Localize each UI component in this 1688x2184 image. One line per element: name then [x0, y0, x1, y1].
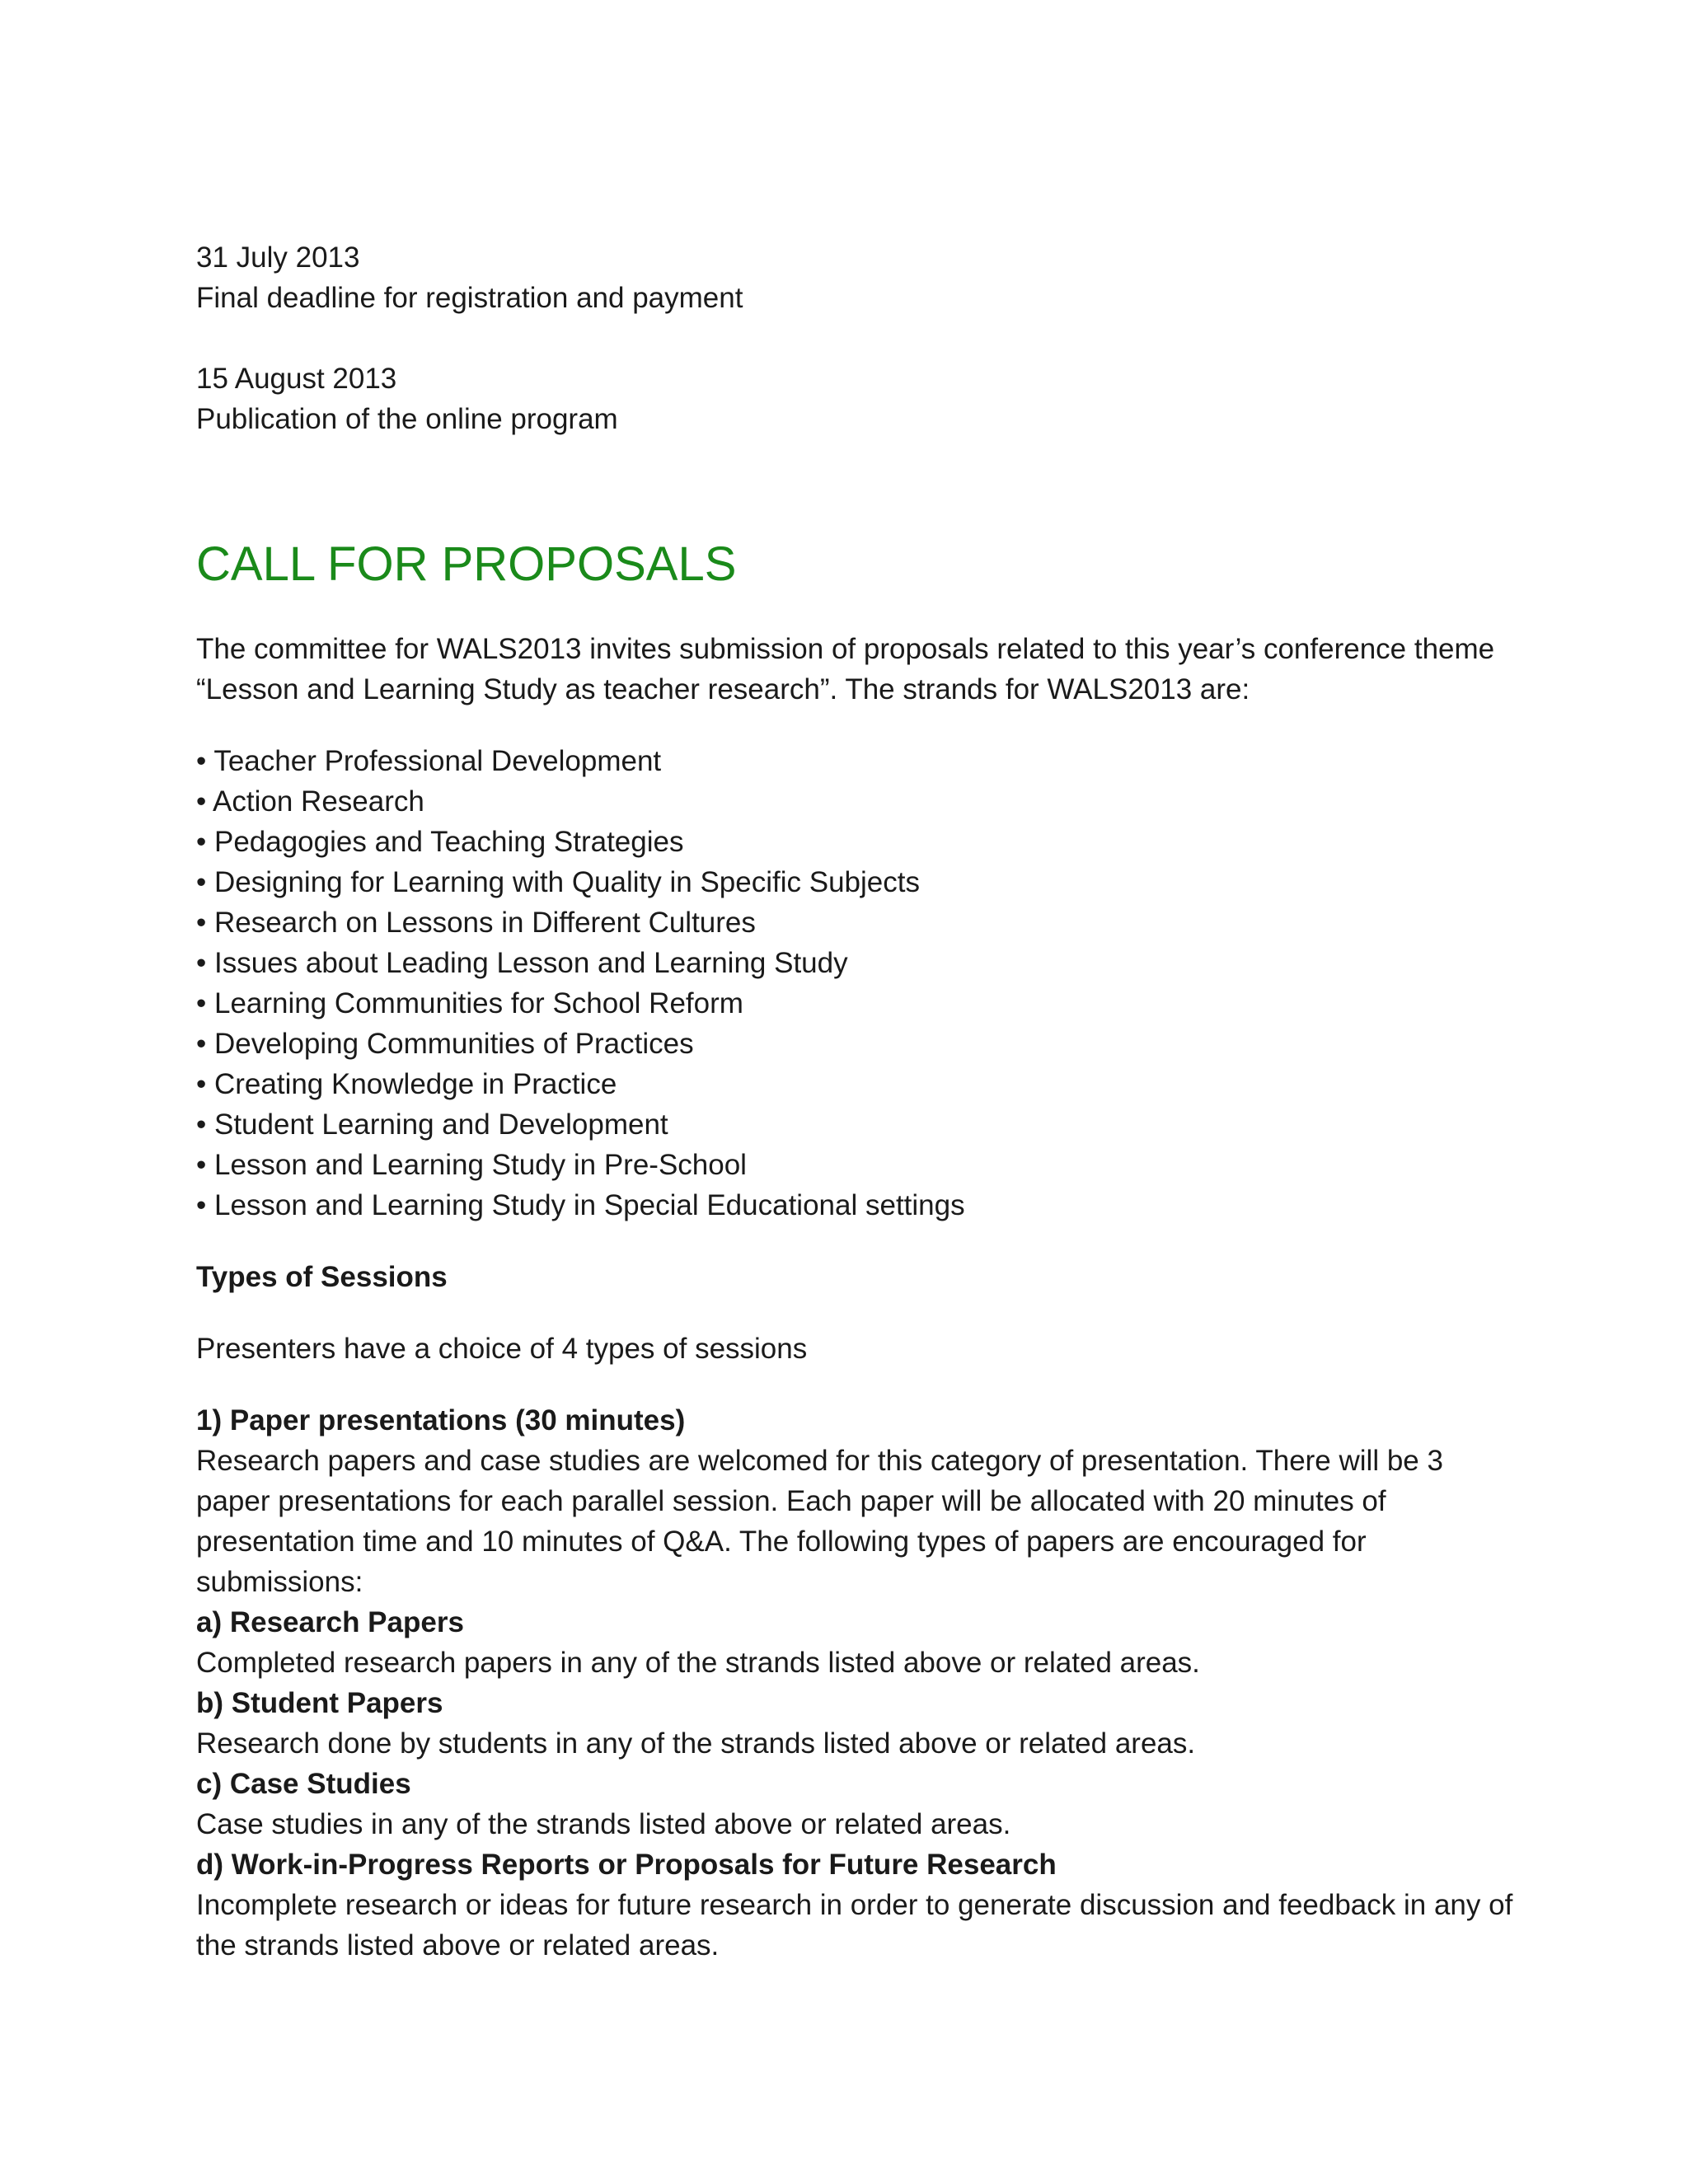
paper-type-text: Research done by students in any of the strands listed above or related areas.	[196, 1727, 1196, 1760]
section-heading: CALL FOR PROPOSALS	[196, 537, 737, 591]
paper-type-title: b) Student Papers	[196, 1687, 443, 1719]
date-description: Publication of the online program	[196, 403, 618, 435]
paper-type-title: c) Case Studies	[196, 1768, 411, 1800]
paper-presentations-description: Research papers and case studies are welcomed for this category of presentation. There will be 3 paper presentations for each parallel session. Each paper will be allocated with 20 minutes of presentation time and 10 minutes of Q&A. The following types of papers are encouraged for submissions:	[196, 1445, 1443, 1598]
list-item: • Research on Lessons in Different Cultures	[196, 907, 756, 939]
intro-paragraph: The committee for WALS2013 invites submission of proposals related to this year’s conference theme “Lesson and Learning Study as teacher research”. The strands for WALS2013 are:	[196, 633, 1495, 705]
list-item: • Student Learning and Development	[196, 1108, 668, 1141]
paper-type-title: a) Research Papers	[196, 1606, 464, 1638]
paper-type-text: Case studies in any of the strands listed above or related areas.	[196, 1808, 1011, 1840]
list-item: • Teacher Professional Development	[196, 745, 662, 777]
list-item: • Creating Knowledge in Practice	[196, 1068, 617, 1100]
list-item: • Lesson and Learning Study in Pre-School	[196, 1149, 747, 1181]
list-item: • Issues about Leading Lesson and Learning Study	[196, 947, 848, 979]
date-text: 15 August 2013	[196, 363, 397, 395]
paper-presentations-title: 1) Paper presentations (30 minutes)	[196, 1404, 686, 1436]
paper-presentations-section	[196, 1400, 1523, 1966]
date-block	[196, 237, 1523, 318]
sessions-intro: Presenters have a choice of 4 types of sessions	[196, 1333, 808, 1365]
paper-type-text: Incomplete research or ideas for future research in order to generate discussion and feedback in any of the strands listed above or related areas.	[196, 1889, 1513, 1961]
list-item: • Lesson and Learning Study in Special Educational settings	[196, 1189, 965, 1221]
strands-list	[196, 741, 1523, 1226]
date-description: Final deadline for registration and payment	[196, 282, 743, 314]
list-item: • Action Research	[196, 785, 424, 818]
sessions-title: Types of Sessions	[196, 1261, 448, 1293]
date-text: 31 July 2013	[196, 241, 360, 274]
paper-type-text: Completed research papers in any of the strands listed above or related areas.	[196, 1647, 1200, 1679]
date-block	[196, 359, 1523, 439]
list-item: • Developing Communities of Practices	[196, 1028, 694, 1060]
list-item: • Pedagogies and Teaching Strategies	[196, 826, 684, 858]
paper-type-title: d) Work-in-Progress Reports or Proposals for Future Research	[196, 1849, 1057, 1881]
list-item: • Designing for Learning with Quality in Specific Subjects	[196, 866, 920, 898]
list-item: • Learning Communities for School Reform	[196, 987, 743, 1019]
document-page	[196, 237, 1523, 1966]
